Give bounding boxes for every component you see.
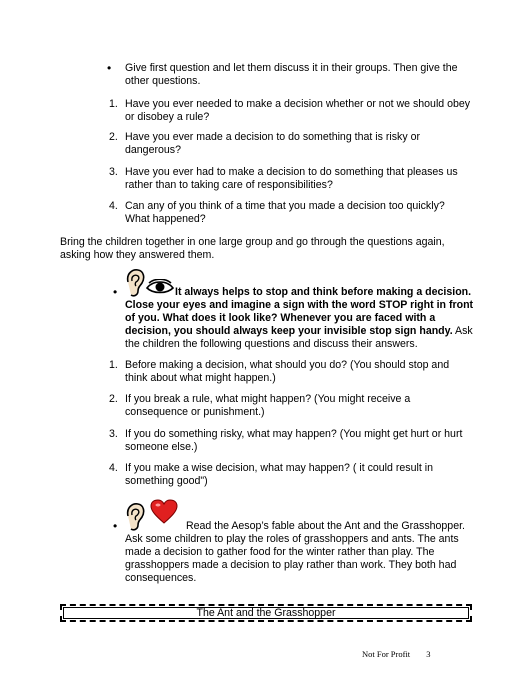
stop-text: of you. What does it look like? Whenever you are faced with a — [125, 312, 436, 324]
stop-text: It always helps to stop and think before making a decision. — [175, 286, 472, 298]
item-text: Have you ever made a decision to do something that is risky or — [125, 131, 421, 143]
item-text: dangerous? — [125, 144, 181, 156]
bullet: • — [113, 285, 118, 299]
item-text: Can any of you think of a time that you made a decision too quickly? — [125, 200, 445, 212]
paragraph-line: asking how they answered them. — [60, 249, 215, 261]
bullet: • — [107, 61, 112, 75]
item-number: 1. — [109, 98, 118, 110]
fable-text: Read the Aesop’s fable about the Ant and the Grasshopper. — [186, 520, 465, 532]
item-text: rather than to taking care of responsibilities? — [125, 179, 333, 191]
stop-text: the children the following questions and discuss their answers. — [125, 338, 418, 350]
item-text: If you make a wise decision, what may happen? ( it could result in — [125, 462, 433, 474]
item-text: or disobey a rule? — [125, 111, 210, 123]
item-number: 2. — [109, 393, 118, 405]
item-text: If you break a rule, what might happen? (You might receive a — [125, 393, 411, 405]
item-text: someone else.) — [125, 441, 198, 453]
eye-icon — [146, 279, 174, 295]
heart-icon — [150, 499, 178, 525]
item-number: 3. — [109, 166, 118, 178]
item-text: What happened? — [125, 213, 206, 225]
item-number: 2. — [109, 131, 118, 143]
item-text: If you do something risky, what may happen? (You might get hurt or hurt — [125, 428, 463, 440]
item-number: 1. — [109, 359, 118, 371]
item-number: 3. — [109, 428, 118, 440]
item-text: Before making a decision, what should you do? (You should stop and — [125, 359, 450, 371]
fable-text: consequences. — [125, 572, 197, 584]
fable-text: grasshoppers made a decision to play rather than work. They both had — [125, 559, 457, 571]
ear-icon — [124, 502, 146, 532]
item-text: something good") — [125, 475, 208, 487]
footer-label: Not For Profit — [362, 649, 411, 659]
fable-text: made a decision to gather food for the winter rather than play. The — [125, 546, 435, 558]
bullet: • — [113, 519, 118, 533]
item-number: 4. — [109, 200, 118, 212]
item-text: think about what might happen.) — [125, 372, 276, 384]
paragraph-line: Bring the children together in one large group and go through the questions again, — [60, 236, 445, 248]
story-title-box — [60, 604, 472, 622]
item-text: Have you ever needed to make a decision whether or not we should obey — [125, 98, 471, 110]
stop-text — [125, 325, 473, 338]
intro-bullet-text: Give first question and let them discuss it in their groups. Then give the other questions. — [125, 62, 458, 87]
page-footer — [362, 648, 431, 661]
story-title: The Ant and the Grasshopper — [196, 607, 336, 619]
stop-text: Close your eyes and imagine a sign with the word STOP right in front — [125, 299, 474, 311]
stop-text-plain: Ask — [452, 325, 473, 337]
stop-text-bold: decision, you should always keep your invisible stop sign handy. — [125, 325, 453, 337]
item-text: consequence or punishment.) — [125, 406, 265, 418]
ear-icon — [124, 268, 146, 298]
fable-text: Ask some children to play the roles of grasshoppers and ants. The ants — [125, 533, 459, 545]
item-number: 4. — [109, 462, 118, 474]
item-text: Have you ever had to make a decision to do something that pleases us — [125, 166, 458, 178]
page-number: 3 — [426, 649, 431, 659]
